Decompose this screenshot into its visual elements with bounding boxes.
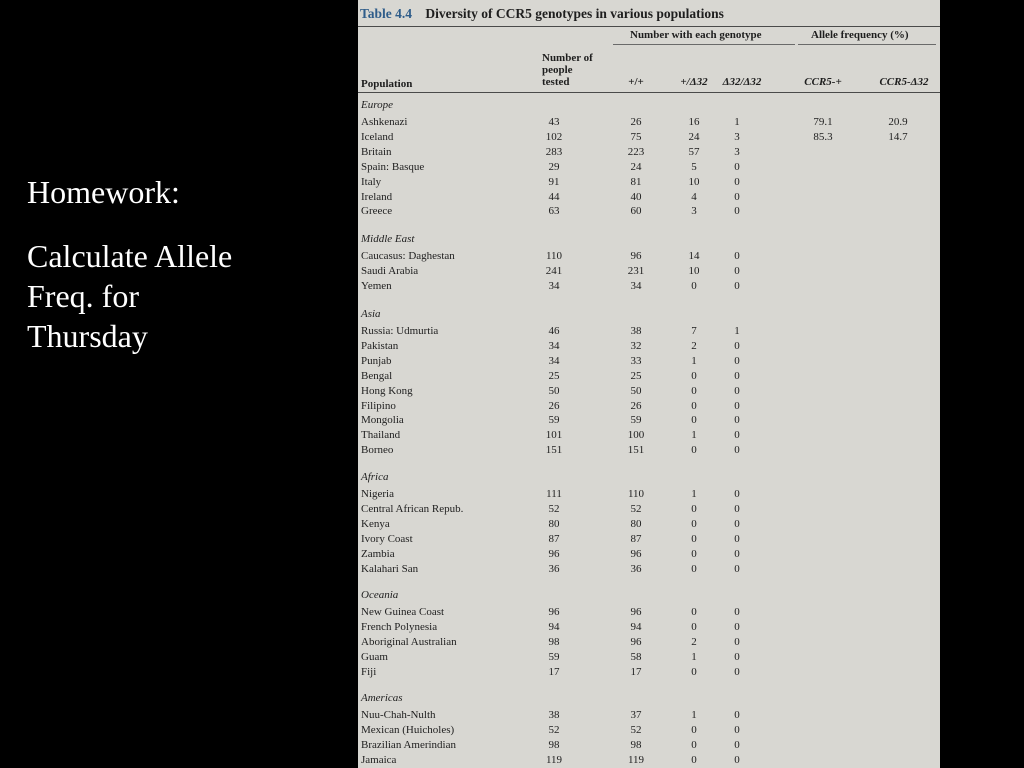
population-cell: Fiji — [361, 665, 377, 678]
delta-delta-cell: 3 — [734, 145, 740, 158]
table-top-rule — [358, 26, 940, 27]
population-cell: Aboriginal Australian — [361, 635, 457, 648]
tested-cell: 94 — [548, 620, 560, 633]
plus-delta-cell: 1 — [691, 650, 697, 663]
plus-plus-cell: 231 — [627, 264, 645, 277]
population-cell: Mongolia — [361, 414, 404, 427]
tested-cell: 98 — [548, 635, 560, 648]
tested-cell: 34 — [548, 354, 560, 367]
tested-cell: 52 — [548, 723, 560, 736]
plus-delta-cell: 14 — [688, 250, 700, 262]
tested-cell: 43 — [548, 116, 560, 128]
population-cell: Ivory Coast — [361, 532, 413, 545]
plus-delta-cell: 0 — [691, 562, 697, 575]
delta-delta-cell: 0 — [734, 650, 740, 663]
tested-cell: 26 — [548, 399, 560, 412]
plus-plus-cell: 34 — [630, 279, 642, 292]
delta-delta-cell: 0 — [734, 279, 740, 292]
delta-delta-cell: 0 — [734, 190, 740, 203]
delta-delta-cell: 0 — [734, 429, 740, 442]
population-cell: Iceland — [361, 130, 394, 143]
tested-cell: 96 — [548, 547, 560, 560]
delta-delta-cell: 0 — [734, 354, 740, 367]
plus-plus-cell: 25 — [630, 369, 642, 382]
tested-cell: 241 — [545, 264, 563, 277]
delta-delta-cell: 0 — [734, 606, 740, 618]
population-cell: Zambia — [361, 547, 395, 560]
tested-header-line: people — [542, 64, 573, 76]
tested-cell: 283 — [545, 145, 563, 158]
delta-delta-cell: 0 — [734, 339, 740, 352]
delta-delta-cell: 0 — [734, 205, 740, 218]
population-cell: Kalahari San — [361, 562, 419, 575]
plus-delta-cell: 1 — [691, 429, 697, 442]
delta-delta-cell: 0 — [734, 665, 740, 678]
plus-delta-cell: 0 — [691, 384, 697, 397]
delta-delta-cell: 0 — [734, 517, 740, 530]
plus-delta-cell: 0 — [691, 723, 697, 736]
tested-header-line: tested — [542, 76, 570, 88]
plus-plus-cell: 26 — [630, 116, 642, 128]
tested-cell: 119 — [545, 753, 563, 766]
plus-delta-cell: 24 — [688, 130, 700, 143]
population-cell: Filipino — [361, 399, 396, 412]
delta-delta-cell: 0 — [734, 532, 740, 545]
tested-cell: 34 — [548, 279, 560, 292]
population-cell: Hong Kong — [361, 384, 413, 397]
tested-cell: 102 — [545, 130, 563, 143]
tested-cell: 110 — [545, 250, 563, 262]
population-cell: Central African Repub. — [361, 502, 464, 515]
plus-delta-cell: 1 — [691, 709, 697, 721]
tested-cell: 59 — [548, 650, 560, 663]
population-cell: French Polynesia — [361, 620, 438, 633]
plus-delta-cell: 3 — [691, 205, 697, 218]
tested-cell: 38 — [548, 709, 560, 721]
tested-cell: 91 — [548, 175, 560, 188]
column-header-delta-delta: Δ32/Δ32 — [722, 76, 762, 88]
plus-plus-cell: 58 — [630, 650, 642, 663]
column-header-plus-delta: +/Δ32 — [680, 76, 708, 88]
plus-delta-cell: 0 — [691, 547, 697, 560]
plus-plus-cell: 96 — [630, 547, 642, 560]
section-header: Middle East — [361, 233, 415, 245]
tested-cell: 36 — [548, 562, 560, 575]
plus-plus-cell: 81 — [630, 175, 642, 188]
population-cell: Brazilian Amerindian — [361, 738, 456, 751]
homework-title: Homework: — [27, 174, 180, 210]
tested-cell: 87 — [548, 532, 560, 545]
plus-plus-cell: 100 — [627, 429, 645, 442]
plus-plus-cell: 96 — [630, 250, 642, 262]
plus-delta-cell: 2 — [691, 339, 697, 352]
tested-cell: 59 — [548, 414, 560, 427]
population-cell: Spain: Basque — [361, 160, 425, 173]
population-cell: Borneo — [361, 444, 394, 457]
plus-delta-cell: 1 — [691, 488, 697, 500]
plus-delta-cell: 0 — [691, 502, 697, 515]
delta-delta-cell: 0 — [734, 562, 740, 575]
population-cell: Yemen — [361, 279, 392, 292]
plus-delta-cell: 7 — [691, 325, 697, 337]
plus-plus-cell: 26 — [630, 399, 642, 412]
section-header: Europe — [361, 99, 393, 111]
plus-delta-cell: 10 — [688, 175, 700, 188]
plus-delta-cell: 57 — [688, 145, 700, 158]
plus-delta-cell: 0 — [691, 517, 697, 530]
delta-delta-cell: 0 — [734, 444, 740, 457]
plus-plus-cell: 75 — [630, 130, 642, 143]
table-scan — [358, 0, 940, 768]
header-bottom-rule — [358, 92, 940, 93]
population-cell: Punjab — [361, 354, 392, 367]
delta-delta-cell: 0 — [734, 160, 740, 173]
plus-plus-cell: 151 — [627, 444, 645, 457]
delta-delta-cell: 0 — [734, 369, 740, 382]
plus-plus-cell: 98 — [630, 738, 642, 751]
population-cell: Caucasus: Daghestan — [361, 250, 455, 262]
tested-cell: 101 — [545, 429, 563, 442]
allele-group-header: Allele frequency (%) — [811, 29, 909, 41]
plus-plus-cell: 96 — [630, 606, 642, 618]
table-label: Table 4.4 — [360, 6, 413, 21]
plus-delta-cell: 0 — [691, 444, 697, 457]
delta-delta-cell: 0 — [734, 399, 740, 412]
population-cell: Mexican (Huicholes) — [361, 723, 455, 736]
freq-plus-cell: 85.3 — [813, 130, 833, 143]
plus-plus-cell: 52 — [630, 723, 642, 736]
delta-delta-cell: 0 — [734, 723, 740, 736]
tested-cell: 80 — [548, 517, 560, 530]
population-cell: Nigeria — [361, 488, 394, 500]
tested-cell: 111 — [546, 488, 562, 500]
population-cell: Ashkenazi — [361, 116, 408, 128]
tested-cell: 44 — [548, 190, 560, 203]
delta-delta-cell: 0 — [734, 264, 740, 277]
plus-delta-cell: 2 — [691, 635, 697, 648]
delta-delta-cell: 1 — [734, 325, 740, 337]
genotype-group-rule — [613, 44, 795, 45]
plus-delta-cell: 5 — [691, 160, 697, 173]
plus-delta-cell: 0 — [691, 665, 697, 678]
delta-delta-cell: 0 — [734, 709, 740, 721]
plus-plus-cell: 33 — [630, 354, 642, 367]
tested-cell: 17 — [548, 665, 560, 678]
population-cell: Bengal — [361, 369, 393, 382]
table-caption — [360, 6, 724, 22]
plus-delta-cell: 0 — [691, 753, 697, 766]
tested-header-line: Number of — [542, 52, 593, 64]
column-header-freq-delta: CCR5-Δ32 — [879, 76, 929, 88]
column-header-population: Population — [361, 78, 413, 90]
delta-delta-cell: 0 — [734, 488, 740, 500]
plus-delta-cell: 0 — [691, 399, 697, 412]
population-cell: New Guinea Coast — [361, 606, 445, 618]
delta-delta-cell: 0 — [734, 738, 740, 751]
population-cell: Italy — [361, 175, 382, 188]
plus-delta-cell: 4 — [691, 190, 697, 203]
delta-delta-cell: 3 — [734, 130, 740, 143]
allele-group-rule — [798, 44, 936, 45]
section-header: Oceania — [361, 589, 399, 601]
population-cell: Britain — [361, 145, 392, 158]
population-cell: Russia: Udmurtia — [361, 325, 439, 337]
plus-plus-cell: 32 — [630, 339, 642, 352]
plus-plus-cell: 17 — [630, 665, 642, 678]
population-cell: Nuu-Chah-Nulth — [361, 709, 436, 721]
plus-delta-cell: 0 — [691, 532, 697, 545]
tested-cell: 25 — [548, 369, 560, 382]
plus-plus-cell: 52 — [630, 502, 642, 515]
population-cell: Guam — [361, 650, 388, 663]
plus-plus-cell: 80 — [630, 517, 642, 530]
plus-plus-cell: 59 — [630, 414, 642, 427]
homework-line: Thursday — [27, 318, 148, 354]
plus-plus-cell: 24 — [630, 160, 642, 173]
section-header: Asia — [361, 308, 381, 320]
tested-cell: 151 — [545, 444, 563, 457]
delta-delta-cell: 0 — [734, 250, 740, 262]
plus-delta-cell: 0 — [691, 279, 697, 292]
plus-plus-cell: 36 — [630, 562, 642, 575]
section-header: Americas — [361, 692, 403, 704]
tested-cell: 98 — [548, 738, 560, 751]
delta-delta-cell: 0 — [734, 414, 740, 427]
plus-plus-cell: 37 — [630, 709, 642, 721]
delta-delta-cell: 0 — [734, 620, 740, 633]
homework-line: Freq. for — [27, 278, 139, 314]
section-header: Africa — [361, 471, 389, 483]
homework-note — [27, 172, 347, 356]
plus-plus-cell: 50 — [630, 384, 642, 397]
tested-cell: 52 — [548, 502, 560, 515]
population-cell: Saudi Arabia — [361, 264, 419, 277]
plus-plus-cell: 40 — [630, 190, 642, 203]
tested-cell: 46 — [548, 325, 560, 337]
population-cell: Thailand — [361, 429, 401, 442]
delta-delta-cell: 0 — [734, 502, 740, 515]
population-cell: Jamaica — [361, 753, 397, 766]
tested-cell: 50 — [548, 384, 560, 397]
column-header-plus-plus: +/+ — [628, 76, 644, 88]
plus-plus-cell: 223 — [627, 145, 645, 158]
plus-plus-cell: 110 — [627, 488, 645, 500]
tested-cell: 29 — [548, 160, 560, 173]
column-header-freq-plus: CCR5-+ — [804, 76, 842, 88]
delta-delta-cell: 0 — [734, 547, 740, 560]
plus-plus-cell: 38 — [630, 325, 642, 337]
freq-plus-cell: 79.1 — [813, 116, 833, 128]
population-cell: Greece — [361, 205, 393, 218]
plus-plus-cell: 96 — [630, 635, 642, 648]
delta-delta-cell: 0 — [734, 753, 740, 766]
population-cell: Pakistan — [361, 339, 399, 352]
delta-delta-cell: 0 — [734, 384, 740, 397]
population-cell: Kenya — [361, 517, 390, 530]
plus-delta-cell: 0 — [691, 738, 697, 751]
plus-delta-cell: 0 — [691, 606, 697, 618]
tested-cell: 63 — [548, 205, 560, 218]
genotype-group-header: Number with each genotype — [630, 29, 762, 41]
population-cell: Ireland — [361, 190, 393, 203]
plus-delta-cell: 0 — [691, 369, 697, 382]
plus-plus-cell: 87 — [630, 532, 642, 545]
plus-plus-cell: 119 — [627, 753, 645, 766]
table-title: Diversity of CCR5 genotypes in various populations — [425, 6, 724, 21]
delta-delta-cell: 0 — [734, 175, 740, 188]
plus-delta-cell: 16 — [688, 116, 700, 128]
freq-delta-cell: 14.7 — [888, 130, 908, 143]
plus-delta-cell: 10 — [688, 264, 700, 277]
homework-line: Calculate Allele — [27, 238, 233, 274]
tested-cell: 34 — [548, 339, 560, 352]
plus-plus-cell: 60 — [630, 205, 642, 218]
plus-delta-cell: 1 — [691, 354, 697, 367]
delta-delta-cell: 1 — [734, 116, 740, 128]
plus-delta-cell: 0 — [691, 414, 697, 427]
plus-plus-cell: 94 — [630, 620, 642, 633]
delta-delta-cell: 0 — [734, 635, 740, 648]
plus-delta-cell: 0 — [691, 620, 697, 633]
freq-delta-cell: 20.9 — [888, 116, 908, 128]
tested-cell: 96 — [548, 606, 560, 618]
column-header-tested — [542, 52, 593, 88]
